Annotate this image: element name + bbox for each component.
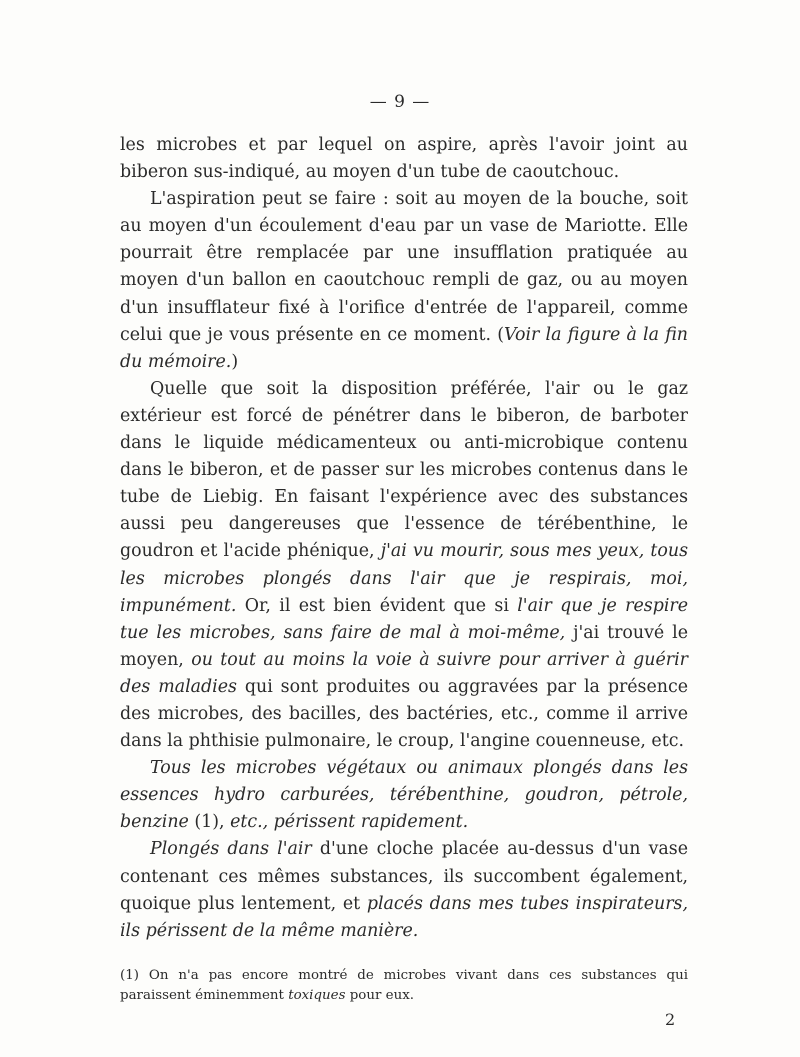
italic-run: ou tout au moins la voie à suivre pour arriver à guérir des maladies	[120, 649, 688, 697]
italic-run: Tous les microbes végétaux ou animaux plongés dans les essences hydro carburées, térébenthine, goudron, pétrole, benzine	[120, 758, 688, 833]
text-run: (1),	[188, 812, 231, 833]
italic-run: etc., périssent rapidement.	[230, 812, 469, 833]
text-run: pour eux.	[345, 988, 414, 1003]
text-run: Quelle que soit la disposition préférée, l'air ou le gaz extérieur est forcé de pénétrer dans le biberon, de barboter dans le liquide médicamenteux ou anti-microbique contenu dans le biberon, et de passer sur les microbes contenus dans le tube de Liebig. En faisant l'expérience avec des substances aussi peu dangereuses que l'essence de térébenthine, le goudron et l'acide phénique,	[120, 378, 688, 562]
text-run: L'aspiration peut se faire : soit au moyen de la bouche, soit au moyen d'un écoulement d'eau par un vase de Mariotte. Elle pourrait être remplacée par une insufflation pratiquée au moyen d'un ballon en caoutchouc rempli de gaz, ou au moyen d'un insufflateur fixé à l'orifice d'entrée de l'appareil, comme celui que je vous présente en ce moment. (	[120, 189, 688, 345]
italic-run: Plongés dans l'air	[150, 839, 312, 860]
page-number: — 9 —	[369, 92, 431, 112]
text-run: j'ai trouvé le moyen,	[120, 622, 688, 670]
footnote	[120, 966, 688, 1006]
signature-mark: 2	[665, 1010, 676, 1029]
paragraph	[120, 132, 688, 186]
italic-run: placés dans mes tubes inspirateurs, ils périssent de la même manière.	[120, 893, 688, 941]
body-text	[120, 132, 688, 945]
text-run: )	[231, 351, 239, 372]
text-run: Or, il est bien évident que si	[236, 595, 518, 616]
text-run: d'une cloche placée au-dessus d'un vase contenant ces mêmes substances, ils succombent également, quoique plus lentement, et	[120, 839, 688, 914]
italic-run: Voir la figure à la fin du mémoire.	[120, 324, 688, 372]
italic-run: l'air que je respire tue les microbes, sans faire de mal à moi-même,	[120, 595, 689, 643]
paragraph	[120, 186, 688, 376]
text-run: (1) On n'a pas encore montré de microbes vivant dans ces substances qui paraissent éminemment	[120, 968, 688, 1003]
text-run: qui sont produites ou aggravées par la présence des microbes, des bacilles, des bactéries, etc., comme il arrive dans la phthisie pulmonaire, le croup, l'angine couenneuse, etc.	[120, 676, 689, 752]
paragraph	[120, 755, 688, 836]
paragraph	[120, 836, 688, 944]
italic-run: toxiques	[288, 988, 346, 1003]
footnote-text	[120, 966, 688, 1006]
paragraph	[120, 376, 688, 755]
text-run: les microbes et par lequel on aspire, après l'avoir joint au biberon sus-indiqué, au moyen d'un tube de caoutchouc.	[120, 135, 688, 183]
italic-run: j'ai vu mourir, sous mes yeux, tous les microbes plongés dans l'air que je respirais, moi, impunément.	[120, 541, 688, 616]
